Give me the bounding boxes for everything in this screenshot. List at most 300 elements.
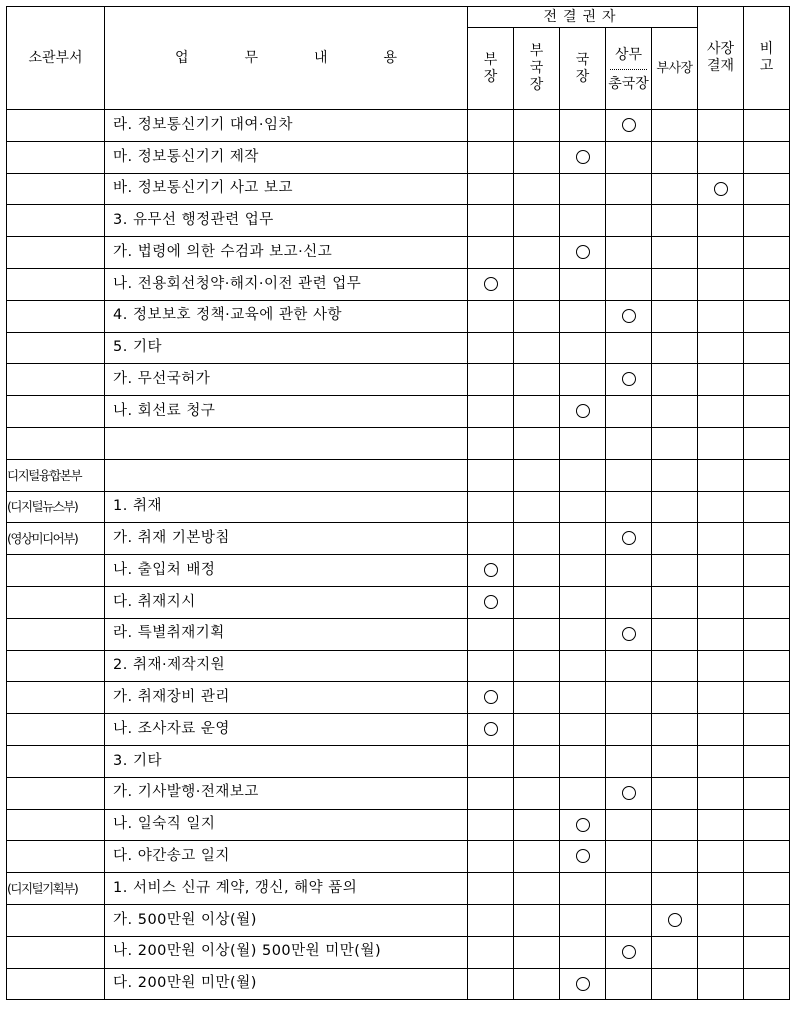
cell-bigo <box>744 205 790 237</box>
cell-bugukjang <box>514 936 560 968</box>
cell-bigo <box>744 364 790 396</box>
cell-bujang <box>468 205 514 237</box>
approval-circle-icon <box>576 150 590 164</box>
cell-sajang <box>698 904 744 936</box>
cell-bigo <box>744 873 790 905</box>
cell-bigo <box>744 459 790 491</box>
cell-sajang <box>698 873 744 905</box>
row-dept <box>7 110 105 142</box>
approval-circle-icon <box>484 722 498 736</box>
cell-busajang <box>652 141 698 173</box>
row-dept <box>7 809 105 841</box>
cell-sajang <box>698 332 744 364</box>
table-row <box>7 904 790 936</box>
table-row <box>7 555 790 587</box>
cell-gukjang <box>560 205 606 237</box>
cell-bigo <box>744 268 790 300</box>
cell-sajang <box>698 427 744 459</box>
cell-sajang <box>698 173 744 205</box>
table-row <box>7 110 790 142</box>
cell-busajang <box>652 841 698 873</box>
cell-sangmu <box>606 904 652 936</box>
row-dept <box>7 268 105 300</box>
header-bigo-line: 고 <box>759 58 774 74</box>
cell-bujang <box>468 491 514 523</box>
cell-bigo <box>744 237 790 269</box>
cell-busajang <box>652 491 698 523</box>
cell-sangmu <box>606 205 652 237</box>
table-row <box>7 936 790 968</box>
row-dept <box>7 237 105 269</box>
cell-busajang <box>652 110 698 142</box>
row-task: 가. 무선국허가 <box>105 364 468 396</box>
approval-circle-icon <box>622 372 636 386</box>
cell-bujang <box>468 968 514 1000</box>
cell-busajang <box>652 523 698 555</box>
table-row <box>7 205 790 237</box>
cell-bugukjang <box>514 714 560 746</box>
cell-bujang <box>468 682 514 714</box>
cell-busajang <box>652 300 698 332</box>
cell-sajang <box>698 237 744 269</box>
row-task: 나. 200만원 이상(월) 500만원 미만(월) <box>105 936 468 968</box>
approval-circle-icon <box>484 563 498 577</box>
row-dept: 디지털융합본부 <box>7 459 105 491</box>
row-dept <box>7 555 105 587</box>
row-dept <box>7 650 105 682</box>
cell-busajang <box>652 396 698 428</box>
cell-bujang <box>468 841 514 873</box>
cell-bugukjang <box>514 459 560 491</box>
cell-sajang <box>698 745 744 777</box>
table-row <box>7 268 790 300</box>
cell-bujang <box>468 586 514 618</box>
cell-bigo <box>744 841 790 873</box>
header-task <box>105 7 468 110</box>
approval-circle-icon <box>622 531 636 545</box>
cell-sangmu <box>606 555 652 587</box>
approval-circle-icon <box>622 945 636 959</box>
cell-sangmu <box>606 809 652 841</box>
header-dept: 소관부서 <box>7 7 105 110</box>
cell-bugukjang <box>514 523 560 555</box>
row-task <box>105 459 468 491</box>
table-row <box>7 618 790 650</box>
cell-bugukjang <box>514 237 560 269</box>
cell-gukjang <box>560 904 606 936</box>
cell-gukjang <box>560 873 606 905</box>
table-row <box>7 491 790 523</box>
cell-bigo <box>744 618 790 650</box>
cell-bujang <box>468 714 514 746</box>
table-row <box>7 650 790 682</box>
delegation-table <box>6 6 790 1000</box>
cell-sangmu <box>606 523 652 555</box>
table-row <box>7 364 790 396</box>
table-row <box>7 968 790 1000</box>
cell-busajang <box>652 586 698 618</box>
cell-sajang <box>698 396 744 428</box>
row-task: 나. 일숙직 일지 <box>105 809 468 841</box>
cell-sajang <box>698 586 744 618</box>
approval-circle-icon <box>576 977 590 991</box>
header-task-char: 용 <box>383 49 398 66</box>
approval-circle-icon <box>622 309 636 323</box>
cell-gukjang <box>560 968 606 1000</box>
cell-busajang <box>652 809 698 841</box>
header-bigo <box>744 7 790 110</box>
row-dept <box>7 618 105 650</box>
row-dept <box>7 904 105 936</box>
cell-gukjang <box>560 237 606 269</box>
cell-bugukjang <box>514 332 560 364</box>
approval-circle-icon <box>576 818 590 832</box>
approval-circle-icon <box>576 245 590 259</box>
cell-bugukjang <box>514 173 560 205</box>
header-sangmu-bottom: 총국장 <box>608 75 649 92</box>
cell-busajang <box>652 555 698 587</box>
row-task: 다. 취재지시 <box>105 586 468 618</box>
table-row <box>7 459 790 491</box>
row-task: 다. 야간송고 일지 <box>105 841 468 873</box>
cell-gukjang <box>560 841 606 873</box>
cell-sangmu <box>606 300 652 332</box>
cell-bugukjang <box>514 141 560 173</box>
cell-sajang <box>698 682 744 714</box>
cell-sangmu <box>606 427 652 459</box>
row-dept <box>7 364 105 396</box>
cell-bugukjang <box>514 268 560 300</box>
cell-bugukjang <box>514 618 560 650</box>
cell-gukjang <box>560 745 606 777</box>
row-dept <box>7 745 105 777</box>
cell-busajang <box>652 205 698 237</box>
row-task: 가. 기사발행·전재보고 <box>105 777 468 809</box>
cell-sangmu <box>606 268 652 300</box>
cell-gukjang <box>560 682 606 714</box>
cell-bugukjang <box>514 396 560 428</box>
table-row <box>7 873 790 905</box>
cell-bugukjang <box>514 555 560 587</box>
cell-busajang <box>652 618 698 650</box>
cell-gukjang <box>560 777 606 809</box>
header-sajang-line: 결재 <box>707 58 735 74</box>
cell-bigo <box>744 904 790 936</box>
table-row <box>7 777 790 809</box>
cell-sangmu <box>606 650 652 682</box>
cell-gukjang <box>560 141 606 173</box>
cell-bugukjang <box>514 364 560 396</box>
table-row <box>7 714 790 746</box>
cell-bugukjang <box>514 586 560 618</box>
cell-bujang <box>468 904 514 936</box>
row-dept <box>7 586 105 618</box>
row-dept <box>7 332 105 364</box>
cell-sangmu <box>606 237 652 269</box>
header-bigo-line: 비 <box>759 41 774 58</box>
table-row <box>7 237 790 269</box>
cell-sangmu <box>606 586 652 618</box>
row-task: 4. 정보보호 정책·교육에 관한 사항 <box>105 300 468 332</box>
header-task-char: 내 <box>314 49 328 66</box>
cell-bujang <box>468 745 514 777</box>
table-row <box>7 141 790 173</box>
cell-sangmu <box>606 364 652 396</box>
approval-circle-icon <box>714 182 728 196</box>
cell-sajang <box>698 841 744 873</box>
cell-bujang <box>468 809 514 841</box>
cell-bigo <box>744 173 790 205</box>
cell-bigo <box>744 650 790 682</box>
cell-bigo <box>744 809 790 841</box>
cell-bugukjang <box>514 491 560 523</box>
cell-bugukjang <box>514 809 560 841</box>
cell-gukjang <box>560 427 606 459</box>
cell-sangmu <box>606 173 652 205</box>
row-task: 가. 취재장비 관리 <box>105 682 468 714</box>
header-bugukjang-char: 부 <box>529 43 544 60</box>
row-dept <box>7 427 105 459</box>
cell-sangmu <box>606 714 652 746</box>
cell-sajang <box>698 650 744 682</box>
row-task: 3. 기타 <box>105 745 468 777</box>
cell-bujang <box>468 873 514 905</box>
row-dept <box>7 300 105 332</box>
table-row <box>7 332 790 364</box>
cell-bujang <box>468 173 514 205</box>
row-dept <box>7 682 105 714</box>
cell-bigo <box>744 777 790 809</box>
cell-sangmu <box>606 777 652 809</box>
header-sajang <box>698 7 744 110</box>
cell-sangmu <box>606 682 652 714</box>
row-task: 마. 정보통신기기 제작 <box>105 141 468 173</box>
header-gukjang-char: 국 <box>575 51 590 68</box>
approval-circle-icon <box>484 595 498 609</box>
cell-bigo <box>744 396 790 428</box>
row-task: 나. 출입처 배정 <box>105 555 468 587</box>
cell-busajang <box>652 237 698 269</box>
cell-bujang <box>468 936 514 968</box>
row-task: 나. 조사자료 운영 <box>105 714 468 746</box>
cell-bujang <box>468 268 514 300</box>
cell-bugukjang <box>514 873 560 905</box>
row-dept <box>7 173 105 205</box>
cell-sangmu <box>606 745 652 777</box>
row-task: 1. 취재 <box>105 491 468 523</box>
table-row <box>7 396 790 428</box>
cell-sajang <box>698 205 744 237</box>
row-dept: (디지털뉴스부) <box>7 491 105 523</box>
cell-sangmu <box>606 110 652 142</box>
row-dept <box>7 777 105 809</box>
cell-busajang <box>652 459 698 491</box>
cell-bigo <box>744 586 790 618</box>
header-sangmu-top: 상무 <box>610 41 647 70</box>
cell-bugukjang <box>514 968 560 1000</box>
cell-busajang <box>652 745 698 777</box>
row-task <box>105 427 468 459</box>
cell-busajang <box>652 904 698 936</box>
row-task: 2. 취재·제작지원 <box>105 650 468 682</box>
cell-gukjang <box>560 936 606 968</box>
header-task-char: 업 <box>174 49 189 66</box>
header-sajang-line: 사장 <box>707 41 735 58</box>
cell-bugukjang <box>514 745 560 777</box>
cell-bigo <box>744 141 790 173</box>
cell-bujang <box>468 110 514 142</box>
table-row <box>7 841 790 873</box>
header-task-char: 무 <box>244 49 258 66</box>
row-task: 바. 정보통신기기 사고 보고 <box>105 173 468 205</box>
cell-sajang <box>698 364 744 396</box>
header-group-approvers: 전결권자 <box>468 7 698 28</box>
cell-sajang <box>698 300 744 332</box>
cell-bujang <box>468 523 514 555</box>
cell-busajang <box>652 173 698 205</box>
cell-busajang <box>652 873 698 905</box>
cell-bigo <box>744 714 790 746</box>
row-task: 가. 취재 기본방침 <box>105 523 468 555</box>
header-gukjang-char: 장 <box>575 68 590 85</box>
cell-bugukjang <box>514 650 560 682</box>
row-dept: (영상미디어부) <box>7 523 105 555</box>
header-bugukjang <box>514 28 560 110</box>
cell-bujang <box>468 332 514 364</box>
cell-gukjang <box>560 523 606 555</box>
cell-sangmu <box>606 332 652 364</box>
cell-bujang <box>468 364 514 396</box>
cell-bigo <box>744 555 790 587</box>
cell-busajang <box>652 777 698 809</box>
cell-sajang <box>698 714 744 746</box>
cell-bigo <box>744 300 790 332</box>
approval-circle-icon <box>484 690 498 704</box>
approval-circle-icon <box>668 913 682 927</box>
header-bugukjang-char: 장 <box>529 76 544 93</box>
cell-bujang <box>468 427 514 459</box>
cell-busajang <box>652 714 698 746</box>
approval-circle-icon <box>622 627 636 641</box>
cell-bujang <box>468 237 514 269</box>
cell-gukjang <box>560 173 606 205</box>
header-sangmu <box>606 28 652 110</box>
cell-gukjang <box>560 459 606 491</box>
cell-busajang <box>652 682 698 714</box>
cell-sajang <box>698 110 744 142</box>
table-row <box>7 427 790 459</box>
cell-sajang <box>698 523 744 555</box>
header-row-1 <box>7 7 790 28</box>
row-dept <box>7 841 105 873</box>
cell-sajang <box>698 459 744 491</box>
row-dept <box>7 141 105 173</box>
cell-sangmu <box>606 968 652 1000</box>
row-task: 라. 정보통신기기 대여·임차 <box>105 110 468 142</box>
cell-bujang <box>468 618 514 650</box>
cell-gukjang <box>560 491 606 523</box>
cell-bigo <box>744 110 790 142</box>
cell-gukjang <box>560 268 606 300</box>
cell-gukjang <box>560 586 606 618</box>
approval-circle-icon <box>622 786 636 800</box>
cell-bujang <box>468 141 514 173</box>
row-task: 나. 회선료 청구 <box>105 396 468 428</box>
cell-sangmu <box>606 396 652 428</box>
table-row <box>7 173 790 205</box>
header-bujang-char: 장 <box>483 68 498 85</box>
cell-sajang <box>698 268 744 300</box>
cell-bujang <box>468 396 514 428</box>
cell-gukjang <box>560 809 606 841</box>
cell-bugukjang <box>514 777 560 809</box>
cell-bujang <box>468 777 514 809</box>
cell-sangmu <box>606 936 652 968</box>
row-task: 1. 서비스 신규 계약, 갱신, 해약 품의 <box>105 873 468 905</box>
cell-bugukjang <box>514 300 560 332</box>
cell-gukjang <box>560 110 606 142</box>
cell-sangmu <box>606 491 652 523</box>
row-dept <box>7 968 105 1000</box>
cell-gukjang <box>560 332 606 364</box>
row-task: 가. 법령에 의한 수검과 보고·신고 <box>105 237 468 269</box>
cell-gukjang <box>560 650 606 682</box>
cell-gukjang <box>560 618 606 650</box>
row-dept <box>7 396 105 428</box>
row-dept: (디지털기획부) <box>7 873 105 905</box>
cell-sangmu <box>606 841 652 873</box>
cell-bujang <box>468 300 514 332</box>
cell-busajang <box>652 332 698 364</box>
cell-sangmu <box>606 141 652 173</box>
cell-gukjang <box>560 300 606 332</box>
cell-bigo <box>744 936 790 968</box>
row-task: 다. 200만원 미만(월) <box>105 968 468 1000</box>
table-row <box>7 809 790 841</box>
approval-circle-icon <box>576 404 590 418</box>
cell-bujang <box>468 650 514 682</box>
cell-sangmu <box>606 618 652 650</box>
cell-busajang <box>652 268 698 300</box>
cell-sajang <box>698 141 744 173</box>
row-dept <box>7 936 105 968</box>
cell-bugukjang <box>514 427 560 459</box>
cell-busajang <box>652 968 698 1000</box>
table-row <box>7 682 790 714</box>
cell-sajang <box>698 809 744 841</box>
cell-gukjang <box>560 396 606 428</box>
header-gukjang <box>560 28 606 110</box>
row-task: 5. 기타 <box>105 332 468 364</box>
row-task: 나. 전용회선청약·해지·이전 관련 업무 <box>105 268 468 300</box>
cell-bigo <box>744 427 790 459</box>
table-row <box>7 523 790 555</box>
cell-busajang <box>652 650 698 682</box>
row-task: 3. 유무선 행정관련 업무 <box>105 205 468 237</box>
cell-sajang <box>698 555 744 587</box>
cell-sajang <box>698 491 744 523</box>
cell-bigo <box>744 332 790 364</box>
header-bugukjang-char: 국 <box>529 60 544 77</box>
approval-circle-icon <box>576 849 590 863</box>
cell-sajang <box>698 968 744 1000</box>
cell-bigo <box>744 682 790 714</box>
table-row <box>7 745 790 777</box>
header-bujang <box>468 28 514 110</box>
cell-bujang <box>468 459 514 491</box>
cell-sajang <box>698 777 744 809</box>
cell-busajang <box>652 364 698 396</box>
